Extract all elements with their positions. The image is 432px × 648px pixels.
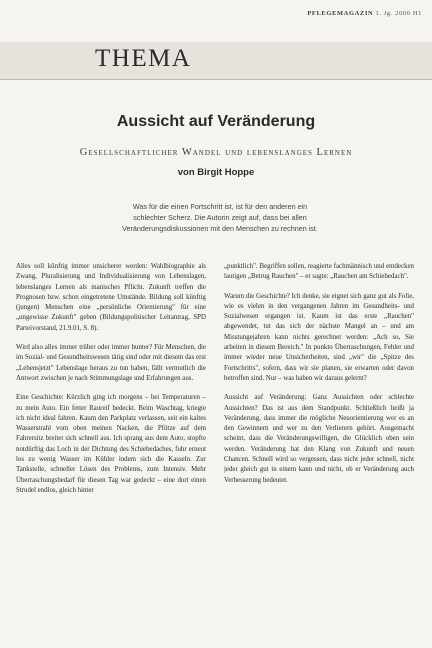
article-author: von Birgit Hoppe: [177, 167, 255, 178]
paragraph: Warum die Geschichte? Ich denke, sie eignet sich ganz gut als Folie, wie es vielen in den vergangenen Jahren im Gesundheits- und Sozialwesen ergangen ist. Kaum ist das erste „Rauchen" abgewendet, tut das sich der nächste Mangel an – und am Misstungejahren kann nichts gerechnet werden: „Ach so, Sie arbeiten in diesem Bereich." In punkto Überraschungen, Fehler und immer wieder neue Unsicherheiten, sind „wir" die „Spitze des Fortschritts", sofern, dass wir sie planen, sie erwarten oder davon betroffen sind. Nur – was haben wir daraus gelernt?: [224, 292, 414, 382]
paragraph: Alles soll künftig immer unsicherer werden: Wahlbiographie als Zwang, Pluralisierung und Individualisierung von Lebenslagen, lebenslanges Lernen als manisches Pflicht. Zukunft treffen die Prognosen bzw. schon eingetretene Umstände. Bildung soll künftig (jungen) Menschen eine „persönliche Orientierung" für eine „ungewisse Zukunft" geben (Bildungspolitischer Leitantrag, SPD Parteivorstand, 21.9.01, S. 8).: [16, 263, 206, 332]
article-lead: Was für die einen Fortschritt ist, ist für den anderen ein schlechter Scherz. Die Autorin zeigt auf, dass bei allen Veränderungsdiskussionen mit den Menschen zu rechnen ist.: [122, 202, 318, 233]
paragraph: „punktlich". Begriffen sollen, reagierte fachmännisch und entdecken lautigen „Betrug Rauchen" – er sagte: „Rauchen am Schiebedach".: [224, 263, 414, 281]
text-column-right: [224, 262, 414, 495]
issue-info: 1. Jg. 2000 H1: [375, 10, 422, 17]
article-title: Aussicht auf Veränderung: [116, 113, 316, 130]
section-rule: [0, 79, 432, 80]
section-label: THEMA: [95, 45, 192, 72]
paragraph: Eine Geschichte: Kürzlich ging ich morgens – bei Temperaturen – zu mein Auto. Ein fetter Raureif bedeckt. Beim Waschtag, kriegte ich nicht ideal fahren. Kaum den Parkplatz verlassen, seit ein kaltes Wasserstrahl vom oben meinen Nacken, die Pfütze auf dem Fahrersitz breitet sich schnell aus. Ich sprang aus dem Auto, stopfte notdürftig das Loch in der Dichtung des Schiebedaches, fuhr erneut los zu wenig Wasser im Kühler indem sich die Kasseln. Zur Tankstelle, schneller Lösen des Problems, zum Intensiv. Mehr Überraschungsbedarf für diesen Tag war gedeckt – eine dort einen Strudel endlos, gleich hinter: [16, 394, 206, 494]
paragraph: Aussicht auf Veränderung: Ganz Aussichten oder schlechte Aussichten? Das ist aus dem Standpunkt. Schließlich heißt ja Veränderung, dass immer die mögliche Neuorientierung wer es an den Gewinnern und wer zu den Verlierern gehört. Ausgemacht scheint, dass die Veränderungswilligen, die Glücklich oben sein werden. Veränderung hat den Klang von Zukunft und neuen Chancen. Schnell wird so vergessen, dass nicht jeder schnell, nicht jeder gleich gut in einem kann und nicht, ob er Veränderung auch Verbesserung bedeutet.: [224, 394, 414, 484]
article-subtitle: Gesellschaftlicher Wandel und lebenslanges Lernen: [79, 147, 353, 158]
paragraph: Wird also alles immer trüber oder immer bunter? Für Menschen, die im Sozial- und Gesundheitswesen tätig sind oder mit diesem das erst „Lebensjetzt" Lebenslage heraus zu tun haben, fällt vermutlich die Antwort zwischen je nach Stimmungslage und Erfahrungen aus.: [16, 344, 206, 382]
running-head: [307, 10, 422, 17]
text-column-left: [16, 262, 206, 505]
magazine-name: PFLEGEMAGAZIN: [307, 10, 374, 17]
section-band: [0, 42, 432, 80]
